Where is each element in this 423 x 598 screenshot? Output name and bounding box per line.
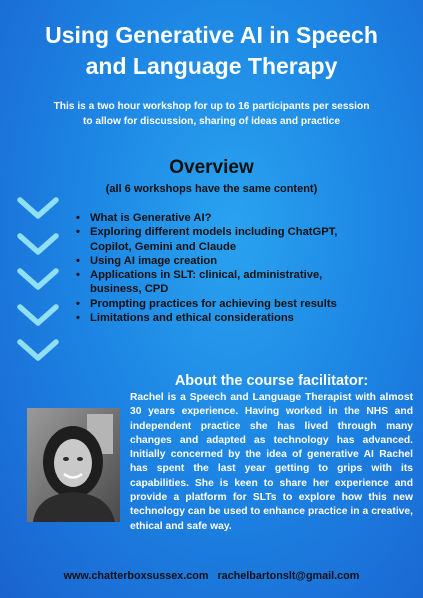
facilitator-photo <box>27 408 120 522</box>
list-item: • What is Generative AI? <box>76 211 376 225</box>
overview-heading: Overview <box>169 157 254 178</box>
title-line-2: and Language Therapy <box>85 53 338 79</box>
description-line-1: This is a two hour workshop for up to 16 participants per session <box>53 101 370 112</box>
description-line-2: to allow for discussion, sharing of ideas and practice <box>82 116 340 127</box>
flyer-title <box>0 20 423 82</box>
list-item: • Prompting practices for achieving best results <box>76 297 376 311</box>
chevron-down-icon <box>14 192 62 222</box>
title-line-1: Using Generative AI in Speech <box>45 22 378 48</box>
list-item: • Using AI image creation <box>76 254 376 268</box>
website-link[interactable]: www.chatterboxsussex.com <box>63 570 209 582</box>
overview-note: (all 6 workshops have the same content) <box>105 183 318 195</box>
facilitator-bio: Rachel is a Speech and Language Therapist with almost 30 years experience. Having worked in the NHS and independent practice she has lived through many changes and adapted as technology has advanced. Initially concerned by the idea of generative AI Rachel has spent the last year getting to grips with its capabilities. She is keen to share her experience and provide a platform for SLTs to explore how this new technology can be used to enhance practice in a creative, ethical and safe way. <box>130 392 413 532</box>
contact-footer <box>0 570 423 582</box>
email-link[interactable]: rachelbartonslt@gmail.com <box>217 570 360 582</box>
list-item: • Applications in SLT: clinical, administrative, business, CPD <box>76 268 376 297</box>
list-item: • Limitations and ethical considerations <box>76 311 376 325</box>
chevron-column <box>14 192 66 370</box>
list-item: • Exploring different models including ChatGPT, Copilot, Gemini and Claude <box>76 225 376 254</box>
chevron-down-icon <box>14 334 62 364</box>
chevron-down-icon <box>14 263 62 293</box>
facilitator-heading: About the course facilitator: <box>174 373 369 389</box>
workshop-description <box>20 99 403 129</box>
chevron-down-icon <box>14 299 62 329</box>
overview-list <box>76 211 376 325</box>
facilitator-portrait <box>27 408 120 522</box>
chevron-down-icon <box>14 228 62 258</box>
